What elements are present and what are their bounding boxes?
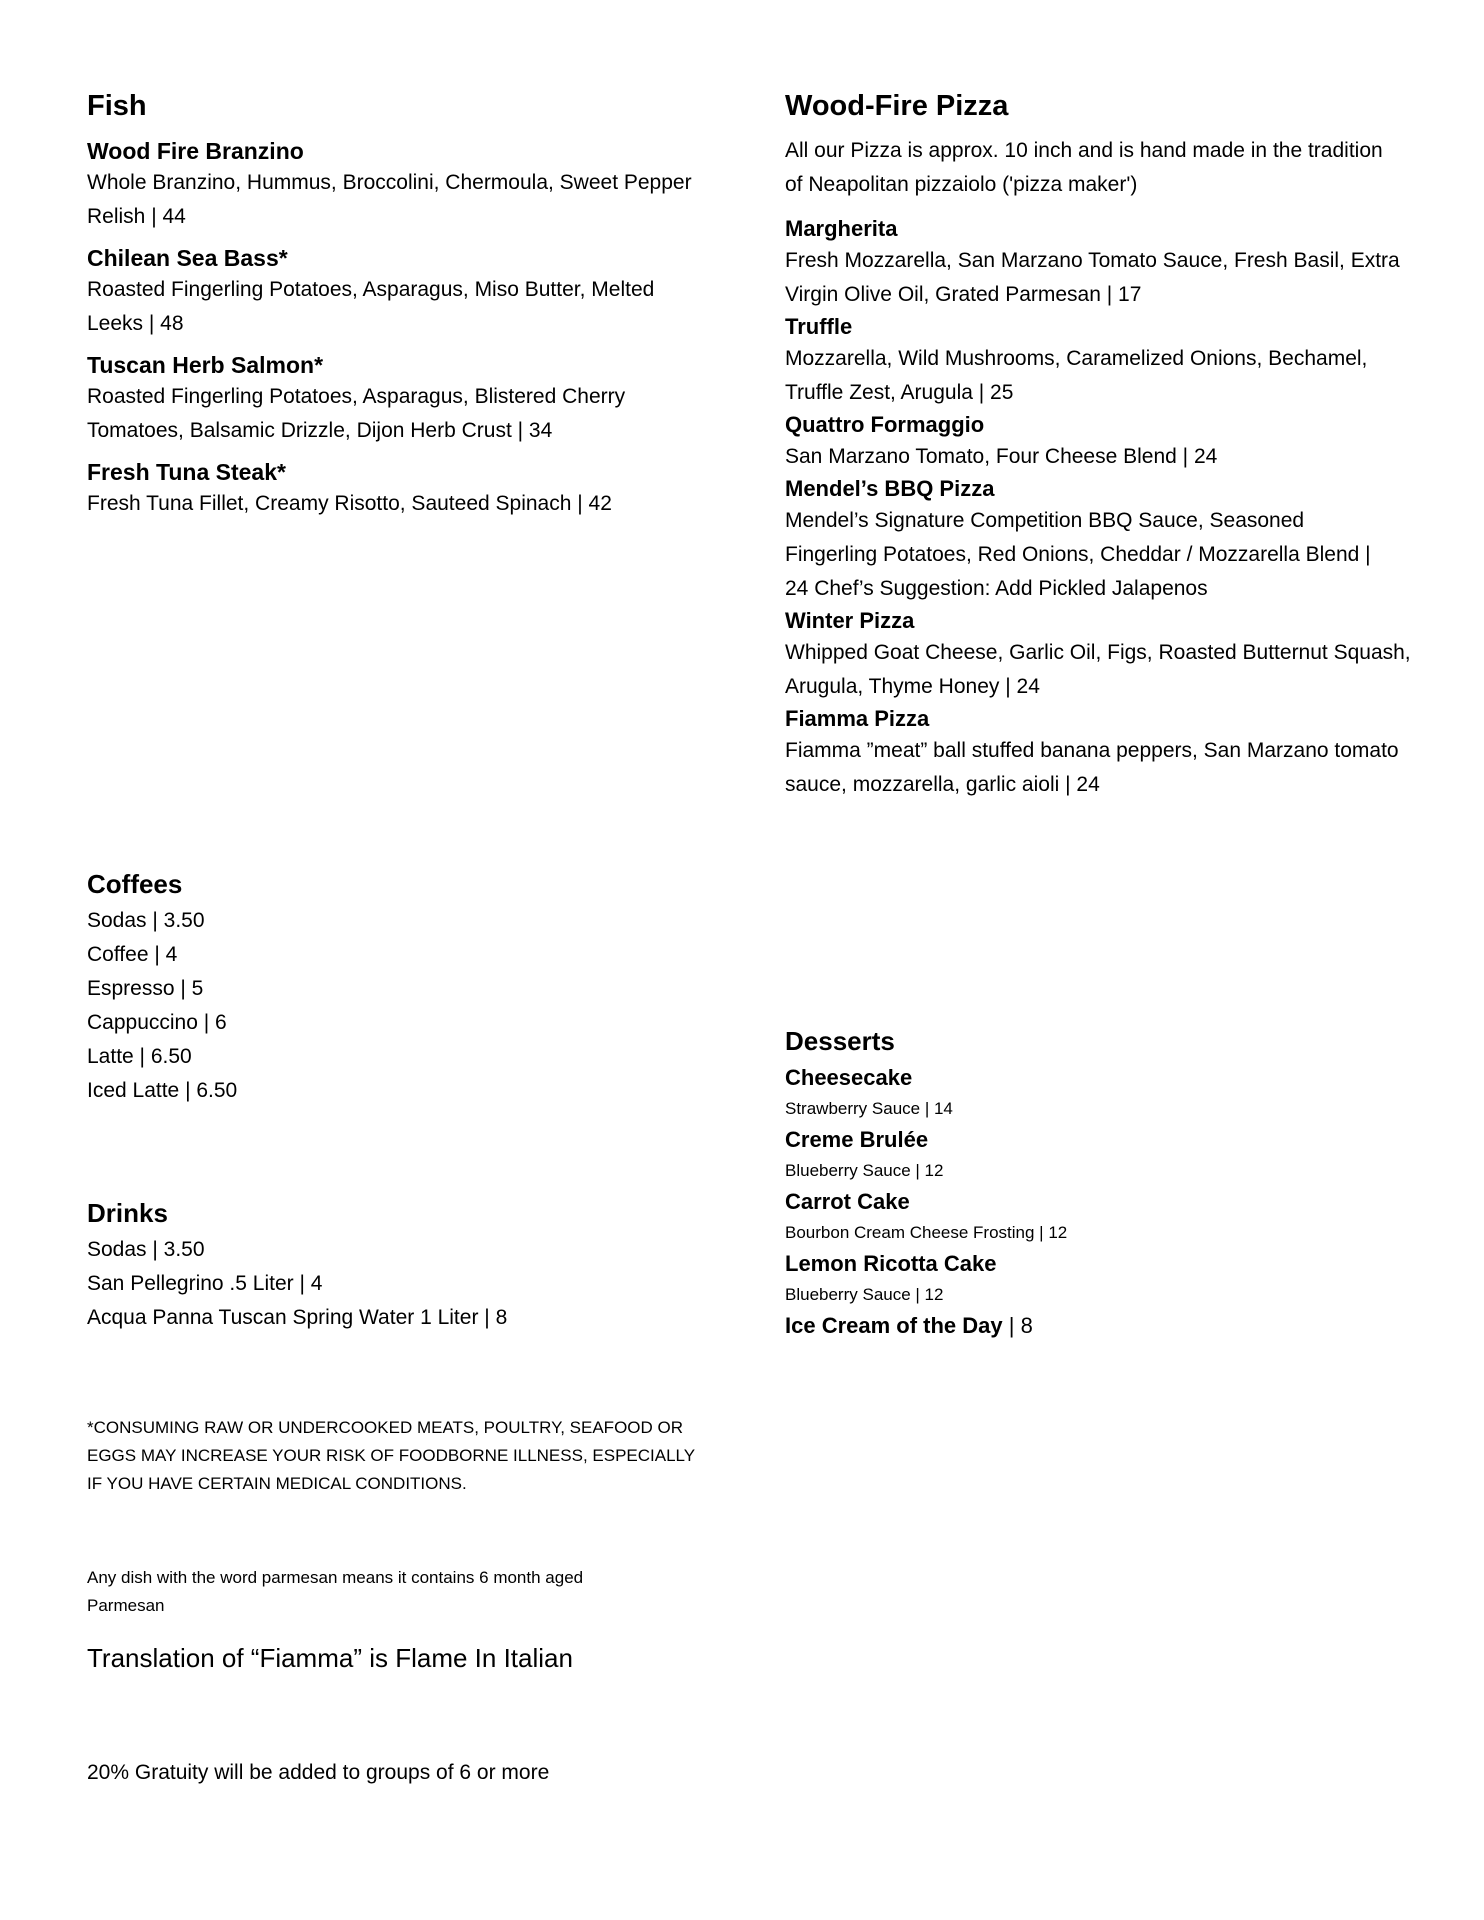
menu-item	[87, 243, 707, 341]
dessert-description: Blueberry Sauce | 12	[785, 1161, 944, 1180]
item-description: Fresh Tuna Fillet, Creamy Risotto, Sauteed Spinach | 42	[87, 492, 612, 515]
drinks-heading: Drinks	[87, 1198, 168, 1228]
item-name: Fiamma Pizza	[785, 706, 930, 731]
menu-item	[785, 704, 1415, 802]
menu-item	[785, 606, 1415, 704]
gratuity-note: 20% Gratuity will be added to groups of 6 or more	[87, 1761, 550, 1784]
item-name: Winter Pizza	[785, 608, 915, 633]
item-name: Fresh Tuna Steak*	[87, 459, 286, 485]
menu-item	[785, 410, 1415, 474]
item-name: Truffle	[785, 314, 853, 339]
coffees-section	[87, 866, 707, 1108]
list-item: Iced Latte | 6.50	[87, 1079, 238, 1102]
list-item: Sodas | 3.50	[87, 1238, 205, 1261]
list-item: Latte | 6.50	[87, 1045, 192, 1068]
item-name: Chilean Sea Bass*	[87, 245, 288, 271]
list-item: Cappuccino | 6	[87, 1011, 227, 1034]
item-name: Margherita	[785, 216, 898, 241]
item-description: Roasted Fingerling Potatoes, Asparagus, Blistered Cherry Tomatoes, Balsamic Drizzle, Dijon Herb Crust | 34	[87, 385, 626, 442]
fish-heading: Fish	[87, 90, 147, 122]
list-item: Sodas | 3.50	[87, 909, 205, 932]
item-description: Mendel’s Signature Competition BBQ Sauce, Seasoned Fingerling Potatoes, Red Onions, Cheddar / Mozzarella Blend | 24 Chef’s Suggestion: Add Pickled Jalapenos	[785, 509, 1371, 600]
item-name: Quattro Formaggio	[785, 412, 985, 437]
desserts-section	[785, 1023, 1415, 1341]
item-description: Roasted Fingerling Potatoes, Asparagus, Miso Butter, Melted Leeks | 48	[87, 278, 655, 335]
dessert-description: Strawberry Sauce | 14	[785, 1099, 953, 1118]
dessert-name: Creme Brulée	[785, 1127, 929, 1152]
consumption-warning: *CONSUMING RAW OR UNDERCOOKED MEATS, POULTRY, SEAFOOD OR EGGS MAY INCREASE YOUR RISK OF FOODBORNE ILLNESS, ESPECIALLY IF YOU HAVE CERTAIN MEDICAL CONDITIONS.	[87, 1418, 695, 1493]
ice-cream-item	[785, 1311, 1415, 1341]
menu-item	[87, 457, 707, 521]
item-name: Mendel’s BBQ Pizza	[785, 476, 995, 501]
list-item: Acqua Panna Tuscan Spring Water 1 Liter | 8	[87, 1306, 508, 1329]
dessert-name: Ice Cream of the Day	[785, 1313, 1003, 1338]
dessert-price: | 8	[1002, 1313, 1033, 1338]
list-item: Espresso | 5	[87, 977, 204, 1000]
item-description: Fiamma ”meat” ball stuffed banana peppers, San Marzano tomato sauce, mozzarella, garlic aioli | 24	[785, 739, 1399, 796]
coffees-heading: Coffees	[87, 869, 183, 899]
dessert-description: Bourbon Cream Cheese Frosting | 12	[785, 1223, 1068, 1242]
item-description: Whole Branzino, Hummus, Broccolini, Chermoula, Sweet Pepper Relish | 44	[87, 171, 692, 228]
drinks-section	[87, 1195, 707, 1335]
list-item: San Pellegrino .5 Liter | 4	[87, 1272, 323, 1295]
fish-section	[87, 88, 707, 521]
item-description: San Marzano Tomato, Four Cheese Blend | 24	[785, 445, 1218, 468]
menu-item	[785, 312, 1415, 410]
menu-item	[785, 214, 1415, 312]
parmesan-note: Any dish with the word parmesan means it contains 6 month aged Parmesan	[87, 1568, 584, 1615]
dessert-name: Cheesecake	[785, 1065, 913, 1090]
pizza-section	[785, 88, 1415, 802]
menu-item	[87, 136, 707, 234]
menu-item	[785, 474, 1415, 606]
dessert-name: Carrot Cake	[785, 1189, 910, 1214]
desserts-heading: Desserts	[785, 1026, 895, 1056]
item-name: Wood Fire Branzino	[87, 138, 304, 164]
item-description: Fresh Mozzarella, San Marzano Tomato Sauce, Fresh Basil, Extra Virgin Olive Oil, Grated Parmesan | 17	[785, 249, 1400, 306]
dessert-name: Lemon Ricotta Cake	[785, 1251, 997, 1276]
item-description: Mozzarella, Wild Mushrooms, Caramelized Onions, Bechamel, Truffle Zest, Arugula | 25	[785, 347, 1368, 404]
translation-note: Translation of “Fiamma” is Flame In Italian	[87, 1643, 573, 1673]
dessert-description: Blueberry Sauce | 12	[785, 1285, 944, 1304]
pizza-heading: Wood-Fire Pizza	[785, 90, 1009, 122]
list-item: Coffee | 4	[87, 943, 178, 966]
item-name: Tuscan Herb Salmon*	[87, 352, 324, 378]
pizza-intro: All our Pizza is approx. 10 inch and is hand made in the tradition of Neapolitan pizzaiolo ('pizza maker')	[785, 139, 1383, 196]
menu-item	[87, 350, 707, 448]
item-description: Whipped Goat Cheese, Garlic Oil, Figs, Roasted Butternut Squash, Arugula, Thyme Honey | 24	[785, 641, 1411, 698]
